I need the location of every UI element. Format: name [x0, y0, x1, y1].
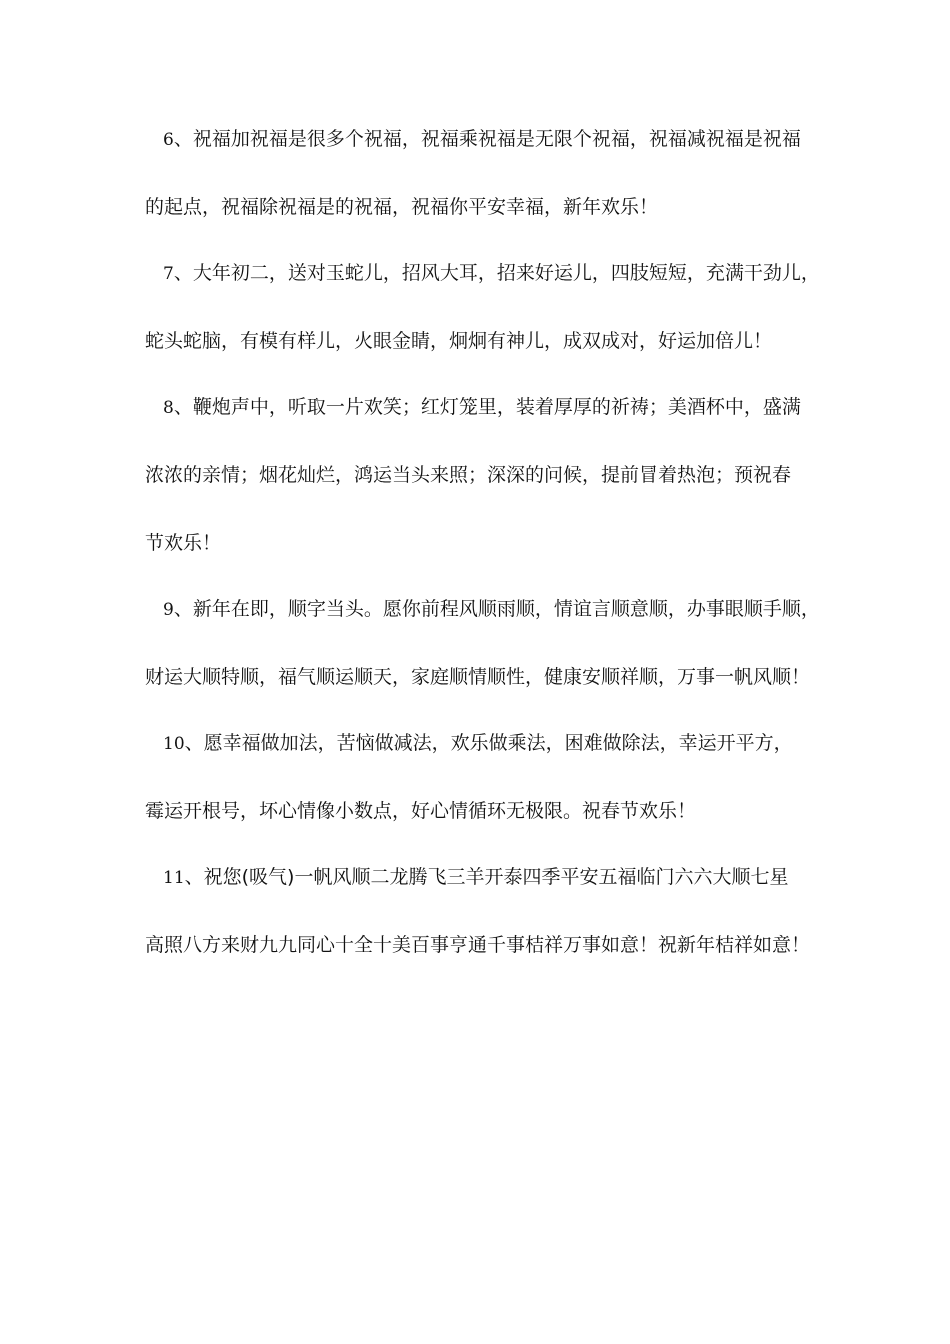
paragraph-6 [145, 126, 825, 220]
paragraph-line: 蛇头蛇脑，有模有样儿，火眼金睛，炯炯有神儿，成双成对，好运加倍儿！ [145, 330, 773, 352]
paragraph-number: 6 [163, 130, 174, 150]
paragraph-number: 8 [163, 398, 174, 418]
paragraph-text: 、祝您(吸气)一帆风顺二龙腾飞三羊开泰四季平安五福临门六六大顺七星 [184, 866, 789, 888]
paragraph-text: 、新年在即，顺字当头。愿你前程风顺雨顺，情谊言顺意顺，办事眼顺手顺， [173, 598, 820, 620]
paragraph-text: 、祝福加祝福是很多个祝福，祝福乘祝福是无限个祝福，祝福减祝福是祝福 [173, 128, 801, 150]
paragraph-8 [145, 394, 825, 556]
paragraph-number: 10 [163, 734, 185, 754]
paragraph-line [145, 864, 825, 890]
paragraph-number: 11 [163, 868, 185, 888]
paragraph-text: 、愿幸福做加法，苦恼做减法，欢乐做乘法，困难做除法，幸运开平方， [184, 732, 793, 754]
paragraph-9 [145, 596, 825, 690]
paragraph-text: 、鞭炮声中，听取一片欢笑；红灯笼里，装着厚厚的祈祷；美酒杯中，盛满 [173, 396, 801, 418]
paragraph-11 [145, 864, 825, 958]
paragraph-line: 节欢乐！ [145, 532, 222, 554]
paragraph-line: 高照八方来财九九同心十全十美百事亨通千事桔祥万事如意！祝新年桔祥如意！ [145, 934, 811, 956]
paragraph-line [145, 394, 825, 420]
paragraph-line [145, 260, 825, 286]
paragraph-line [145, 126, 825, 152]
document-body [145, 126, 825, 958]
paragraph-line: 财运大顺特顺，福气顺运顺天，家庭顺情顺性，健康安顺祥顺，万事一帆风顺！ [145, 666, 811, 688]
paragraph-line [145, 730, 825, 756]
paragraph-text: 、大年初二，送对玉蛇儿，招风大耳，招来好运儿，四肢短短，充满干劲儿， [173, 262, 820, 284]
paragraph-line: 浓浓的亲情；烟花灿烂，鸿运当头来照；深深的问候，提前冒着热泡；预祝春 [145, 464, 792, 486]
paragraph-number: 7 [163, 264, 174, 284]
paragraph-10 [145, 730, 825, 824]
paragraph-number: 9 [163, 600, 174, 620]
paragraph-line: 霉运开根号，坏心情像小数点，好心情循环无极限。祝春节欢乐！ [145, 800, 697, 822]
paragraph-line: 的起点，祝福除祝福是的祝福，祝福你平安幸福，新年欢乐！ [145, 196, 659, 218]
paragraph-line [145, 596, 825, 622]
paragraph-7 [145, 260, 825, 354]
